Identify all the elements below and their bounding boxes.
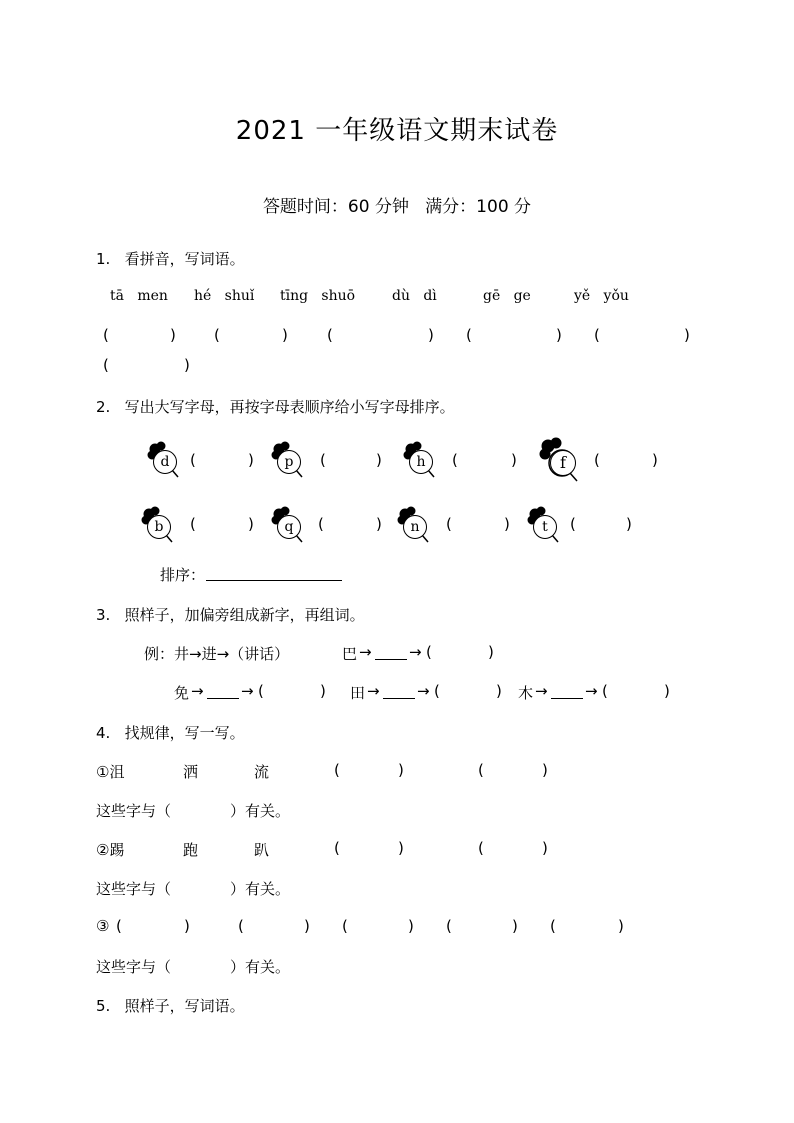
answer-paren-close: ) bbox=[511, 451, 517, 469]
blank-line[interactable] bbox=[207, 698, 239, 699]
answer-paren-close: ) bbox=[398, 761, 404, 779]
answer-paren-open: ( bbox=[594, 451, 600, 469]
pinyin-4: dù dì bbox=[392, 288, 437, 304]
answer-paren-open: ( bbox=[334, 839, 340, 857]
group-2-char: 跑 bbox=[183, 841, 199, 859]
sentence-end: ）有关。 bbox=[230, 880, 291, 898]
question-1-label: 1. 看拼音，写词语。 bbox=[96, 250, 245, 268]
answer-paren-open: ( bbox=[318, 515, 324, 533]
pinyin-1: tā men bbox=[110, 288, 168, 304]
question-4-label: 4. 找规律，写一写。 bbox=[96, 724, 245, 742]
arrow: → bbox=[535, 682, 548, 700]
answer-paren-open: ( bbox=[190, 451, 196, 469]
answer-paren-open: ( bbox=[116, 917, 122, 935]
page-title: 2021 一年级语文期末试卷 bbox=[235, 116, 559, 146]
letter-q: q bbox=[277, 515, 301, 539]
pinyin-3: tīng shuō bbox=[280, 288, 356, 304]
answer-paren-open: ( bbox=[446, 515, 452, 533]
answer-paren-close: ) bbox=[512, 917, 518, 935]
pinyin-5: gē ge bbox=[483, 288, 531, 304]
char-item: 木 bbox=[518, 684, 534, 702]
answer-paren-close: ) bbox=[488, 643, 494, 661]
blank-line[interactable] bbox=[383, 698, 415, 699]
question-3-label: 3. 照样子，加偏旁组成新字，再组词。 bbox=[96, 606, 365, 624]
letter-b: b bbox=[147, 515, 171, 539]
answer-paren-close: ) bbox=[376, 515, 382, 533]
answer-paren-open: ( bbox=[478, 761, 484, 779]
answer-paren-close: ) bbox=[248, 515, 254, 533]
answer-paren-open: ( bbox=[238, 917, 244, 935]
arrow: → bbox=[409, 643, 422, 661]
letter-d: d bbox=[153, 450, 177, 474]
group-2-char: ②踢 bbox=[96, 841, 125, 859]
sort-answer-line[interactable] bbox=[206, 580, 342, 581]
arrow: → bbox=[191, 682, 204, 700]
answer-paren-close: ) bbox=[170, 326, 176, 344]
answer-paren-close: ) bbox=[376, 451, 382, 469]
arrow: → bbox=[359, 643, 372, 661]
answer-paren-close: ) bbox=[304, 917, 310, 935]
answer-paren-open: ( bbox=[342, 917, 348, 935]
answer-paren-close: ) bbox=[282, 326, 288, 344]
answer-paren-open: ( bbox=[452, 451, 458, 469]
sentence-end: ）有关。 bbox=[230, 958, 291, 976]
group-1-char: 流 bbox=[254, 763, 270, 781]
sentence-end: ）有关。 bbox=[230, 802, 291, 820]
answer-paren-close: ) bbox=[504, 515, 510, 533]
letter-n: n bbox=[403, 515, 427, 539]
answer-paren-close: ) bbox=[618, 917, 624, 935]
answer-paren-open: ( bbox=[334, 761, 340, 779]
answer-paren-close: ) bbox=[184, 917, 190, 935]
group-1-char: 洒 bbox=[183, 763, 199, 781]
answer-paren-open: ( bbox=[258, 682, 264, 700]
answer-paren-close: ) bbox=[664, 682, 670, 700]
blank-line[interactable] bbox=[551, 698, 583, 699]
answer-paren-open: ( bbox=[550, 917, 556, 935]
answer-paren-close: ) bbox=[684, 326, 690, 344]
arrow: → bbox=[241, 682, 254, 700]
arrow: → bbox=[417, 682, 430, 700]
answer-paren-open: ( bbox=[466, 326, 472, 344]
answer-paren-open: ( bbox=[570, 515, 576, 533]
char-item: 田 bbox=[350, 684, 366, 702]
char-item: 免 bbox=[174, 684, 190, 702]
answer-paren-open: ( bbox=[103, 356, 109, 374]
letter-f: f bbox=[550, 450, 576, 476]
sort-label: 排序： bbox=[160, 566, 206, 584]
answer-paren-open: ( bbox=[103, 326, 109, 344]
pinyin-6: yě yǒu bbox=[574, 288, 629, 304]
answer-paren-close: ) bbox=[542, 839, 548, 857]
answer-paren-open: ( bbox=[434, 682, 440, 700]
answer-paren-open: ( bbox=[190, 515, 196, 533]
exam-info: 答题时间：60 分钟 满分：100 分 bbox=[262, 197, 532, 217]
sentence-start: 这些字与（ bbox=[96, 802, 172, 820]
pinyin-2: hé shuǐ bbox=[194, 288, 255, 304]
group-2-char: 趴 bbox=[254, 841, 270, 859]
example-line: 例：井→进→（讲话） bbox=[144, 645, 290, 663]
answer-paren-close: ) bbox=[248, 451, 254, 469]
answer-paren-close: ) bbox=[652, 451, 658, 469]
answer-paren-open: ( bbox=[426, 643, 432, 661]
answer-paren-open: ( bbox=[446, 917, 452, 935]
answer-paren-close: ) bbox=[556, 326, 562, 344]
answer-paren-close: ) bbox=[320, 682, 326, 700]
answer-paren-close: ) bbox=[408, 917, 414, 935]
letter-h: h bbox=[409, 450, 433, 474]
sentence-start: 这些字与（ bbox=[96, 958, 172, 976]
answer-paren-close: ) bbox=[428, 326, 434, 344]
answer-paren-close: ) bbox=[542, 761, 548, 779]
answer-paren-close: ) bbox=[496, 682, 502, 700]
answer-paren-open: ( bbox=[478, 839, 484, 857]
answer-paren-close: ) bbox=[184, 356, 190, 374]
answer-paren-close: ) bbox=[398, 839, 404, 857]
question-5-label: 5. 照样子，写词语。 bbox=[96, 997, 245, 1015]
answer-paren-open: ( bbox=[327, 326, 333, 344]
blank-line[interactable] bbox=[375, 659, 407, 660]
letter-p: p bbox=[277, 450, 301, 474]
answer-paren-open: ( bbox=[594, 326, 600, 344]
group-1-char: ①沮 bbox=[96, 763, 125, 781]
answer-paren-open: ( bbox=[214, 326, 220, 344]
group-3-marker: ③ bbox=[96, 917, 110, 935]
sentence-start: 这些字与（ bbox=[96, 880, 172, 898]
arrow: → bbox=[367, 682, 380, 700]
char-item: 巴 bbox=[342, 645, 358, 663]
letter-t: t bbox=[533, 515, 557, 539]
answer-paren-open: ( bbox=[320, 451, 326, 469]
arrow: → bbox=[585, 682, 598, 700]
answer-paren-close: ) bbox=[626, 515, 632, 533]
answer-paren-open: ( bbox=[602, 682, 608, 700]
question-2-label: 2. 写出大写字母，再按字母表顺序给小写字母排序。 bbox=[96, 398, 455, 416]
